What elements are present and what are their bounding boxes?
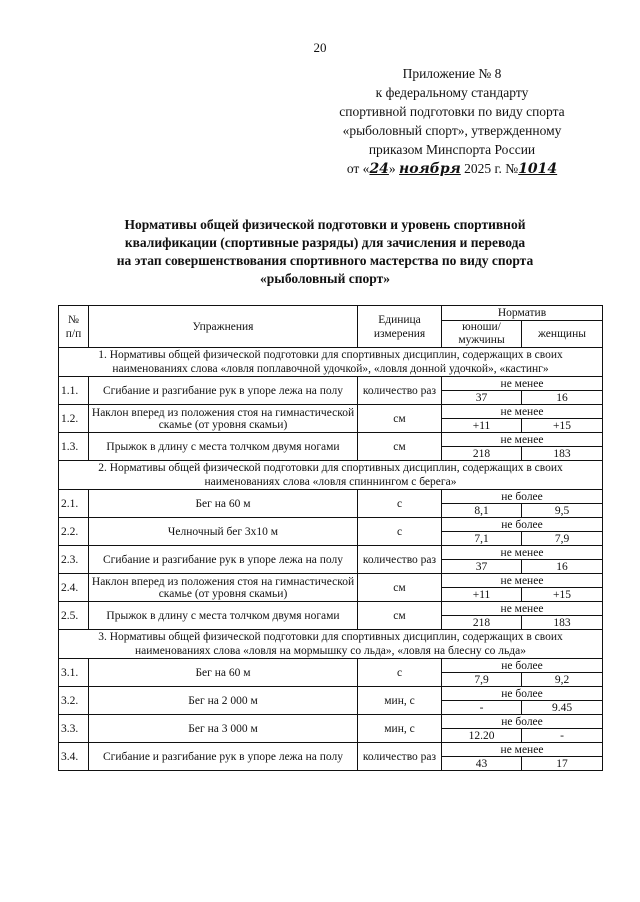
row-requirement: не менее: [442, 602, 603, 616]
section-title: 2. Нормативы общей физической подготовки для спортивных дисциплин, содержащих в своих наименованиях слова «ловля спиннингом с берега»: [59, 461, 603, 490]
date-prefix: от «: [346, 161, 370, 176]
section-row: [59, 348, 603, 377]
row-exercise: Сгибание и разгибание рук в упоре лежа на полу: [89, 546, 358, 574]
section-title: 3. Нормативы общей физической подготовки для спортивных дисциплин, содержащих в своих наименованиях слова «ловля на мормышку со льда», «ловля на блесну со льда»: [59, 630, 603, 659]
document-title: [60, 216, 590, 288]
appendix-title: Приложение № 8: [402, 66, 502, 81]
order-day: 24: [369, 161, 389, 177]
row-number: 2.5.: [59, 602, 89, 630]
row-requirement: не более: [442, 490, 603, 504]
value-male: 37: [442, 560, 522, 574]
header-male: юноши/ мужчины: [442, 321, 522, 348]
value-female: +15: [522, 419, 603, 433]
value-male: +11: [442, 588, 522, 602]
title-line: «рыболовный спорт»: [260, 271, 390, 286]
value-female: +15: [522, 588, 603, 602]
appendix-line: к федеральному стандарту: [375, 85, 529, 100]
title-line: квалификации (спортивные разряды) для зачисления и перевода: [124, 235, 526, 250]
order-date-line: [302, 159, 602, 179]
row-exercise: Прыжок в длину с места толчком двумя ногами: [89, 602, 358, 630]
row-number: 2.2.: [59, 518, 89, 546]
table-row: [59, 743, 603, 757]
section-row: [59, 630, 603, 659]
value-male: 7,1: [442, 532, 522, 546]
row-exercise: Прыжок в длину с места толчком двумя ногами: [89, 433, 358, 461]
row-exercise: Сгибание и разгибание рук в упоре лежа на полу: [89, 743, 358, 771]
row-exercise: Наклон вперед из положения стоя на гимнастической скамье (от уровня скамьи): [89, 574, 358, 602]
appendix-line: спортивной подготовки по виду спорта: [339, 104, 565, 119]
table-row: [59, 687, 603, 701]
title-line: на этап совершенствования спортивного мастерства по виду спорта: [116, 253, 534, 268]
value-male: 37: [442, 391, 522, 405]
value-female: 16: [522, 560, 603, 574]
value-male: +11: [442, 419, 522, 433]
value-female: -: [522, 729, 603, 743]
table-row: [59, 659, 603, 673]
appendix-header: [302, 64, 602, 179]
row-exercise: Бег на 2 000 м: [89, 687, 358, 715]
value-male: 12.20: [442, 729, 522, 743]
row-exercise: Наклон вперед из положения стоя на гимнастической скамье (от уровня скамьи): [89, 405, 358, 433]
order-year: 2025 г. №: [464, 161, 519, 176]
row-unit: с: [358, 518, 442, 546]
row-number: 1.2.: [59, 405, 89, 433]
value-female: 9,5: [522, 504, 603, 518]
page-number: 20: [313, 40, 327, 55]
row-requirement: не более: [442, 715, 603, 729]
table-row: [59, 377, 603, 391]
row-unit: с: [358, 490, 442, 518]
norms-table: [58, 305, 603, 771]
header-num: № п/п: [59, 306, 89, 348]
row-requirement: не более: [442, 518, 603, 532]
appendix-line: приказом Минспорта России: [368, 142, 536, 157]
row-unit: количество раз: [358, 743, 442, 771]
value-male: 218: [442, 447, 522, 461]
table-row: [59, 715, 603, 729]
value-male: 7,9: [442, 673, 522, 687]
table-body: [59, 348, 603, 771]
value-male: -: [442, 701, 522, 715]
date-mid: »: [388, 161, 396, 176]
table-row: [59, 574, 603, 588]
row-number: 3.2.: [59, 687, 89, 715]
header-exercise: Упражнения: [89, 306, 358, 348]
table-row: [59, 433, 603, 447]
row-number: 2.1.: [59, 490, 89, 518]
row-number: 2.3.: [59, 546, 89, 574]
row-unit: с: [358, 659, 442, 687]
row-requirement: не менее: [442, 405, 603, 419]
row-exercise: Бег на 60 м: [89, 659, 358, 687]
row-number: 1.1.: [59, 377, 89, 405]
header-female: женщины: [522, 321, 603, 348]
value-female: 9,2: [522, 673, 603, 687]
value-male: 43: [442, 757, 522, 771]
row-unit: количество раз: [358, 377, 442, 405]
row-exercise: Бег на 60 м: [89, 490, 358, 518]
row-exercise: Бег на 3 000 м: [89, 715, 358, 743]
row-unit: см: [358, 602, 442, 630]
row-exercise: Сгибание и разгибание рук в упоре лежа на полу: [89, 377, 358, 405]
row-unit: мин, с: [358, 687, 442, 715]
row-exercise: Челночный бег 3х10 м: [89, 518, 358, 546]
row-number: 3.4.: [59, 743, 89, 771]
header-norm: Норматив: [442, 306, 603, 321]
table-row: [59, 518, 603, 532]
value-female: 17: [522, 757, 603, 771]
table-row: [59, 490, 603, 504]
row-number: 3.3.: [59, 715, 89, 743]
value-female: 16: [522, 391, 603, 405]
value-female: 9.45: [522, 701, 603, 715]
section-title: 1. Нормативы общей физической подготовки для спортивных дисциплин, содержащих в своих наименованиях слова «ловля поплавочной удочкой», «ловля донной удочкой», «кастинг»: [59, 348, 603, 377]
value-male: 218: [442, 616, 522, 630]
row-unit: мин, с: [358, 715, 442, 743]
order-number: 1014: [518, 161, 558, 177]
section-row: [59, 461, 603, 490]
table-row: [59, 405, 603, 419]
row-number: 2.4.: [59, 574, 89, 602]
row-requirement: не менее: [442, 377, 603, 391]
row-requirement: не менее: [442, 743, 603, 757]
order-month: ноября: [399, 161, 461, 177]
row-unit: см: [358, 405, 442, 433]
row-requirement: не менее: [442, 546, 603, 560]
row-requirement: не менее: [442, 574, 603, 588]
row-number: 1.3.: [59, 433, 89, 461]
row-requirement: не более: [442, 687, 603, 701]
title-line: Нормативы общей физической подготовки и уровень спортивной: [124, 217, 526, 232]
appendix-line: «рыболовный спорт», утвержденному: [342, 123, 562, 138]
row-unit: см: [358, 574, 442, 602]
row-requirement: не менее: [442, 433, 603, 447]
table-row: [59, 546, 603, 560]
row-unit: см: [358, 433, 442, 461]
value-female: 7,9: [522, 532, 603, 546]
value-female: 183: [522, 447, 603, 461]
header-unit: Единица измерения: [358, 306, 442, 348]
value-male: 8,1: [442, 504, 522, 518]
row-number: 3.1.: [59, 659, 89, 687]
row-requirement: не более: [442, 659, 603, 673]
row-unit: количество раз: [358, 546, 442, 574]
header-row: [59, 306, 603, 321]
value-female: 183: [522, 616, 603, 630]
table-row: [59, 602, 603, 616]
